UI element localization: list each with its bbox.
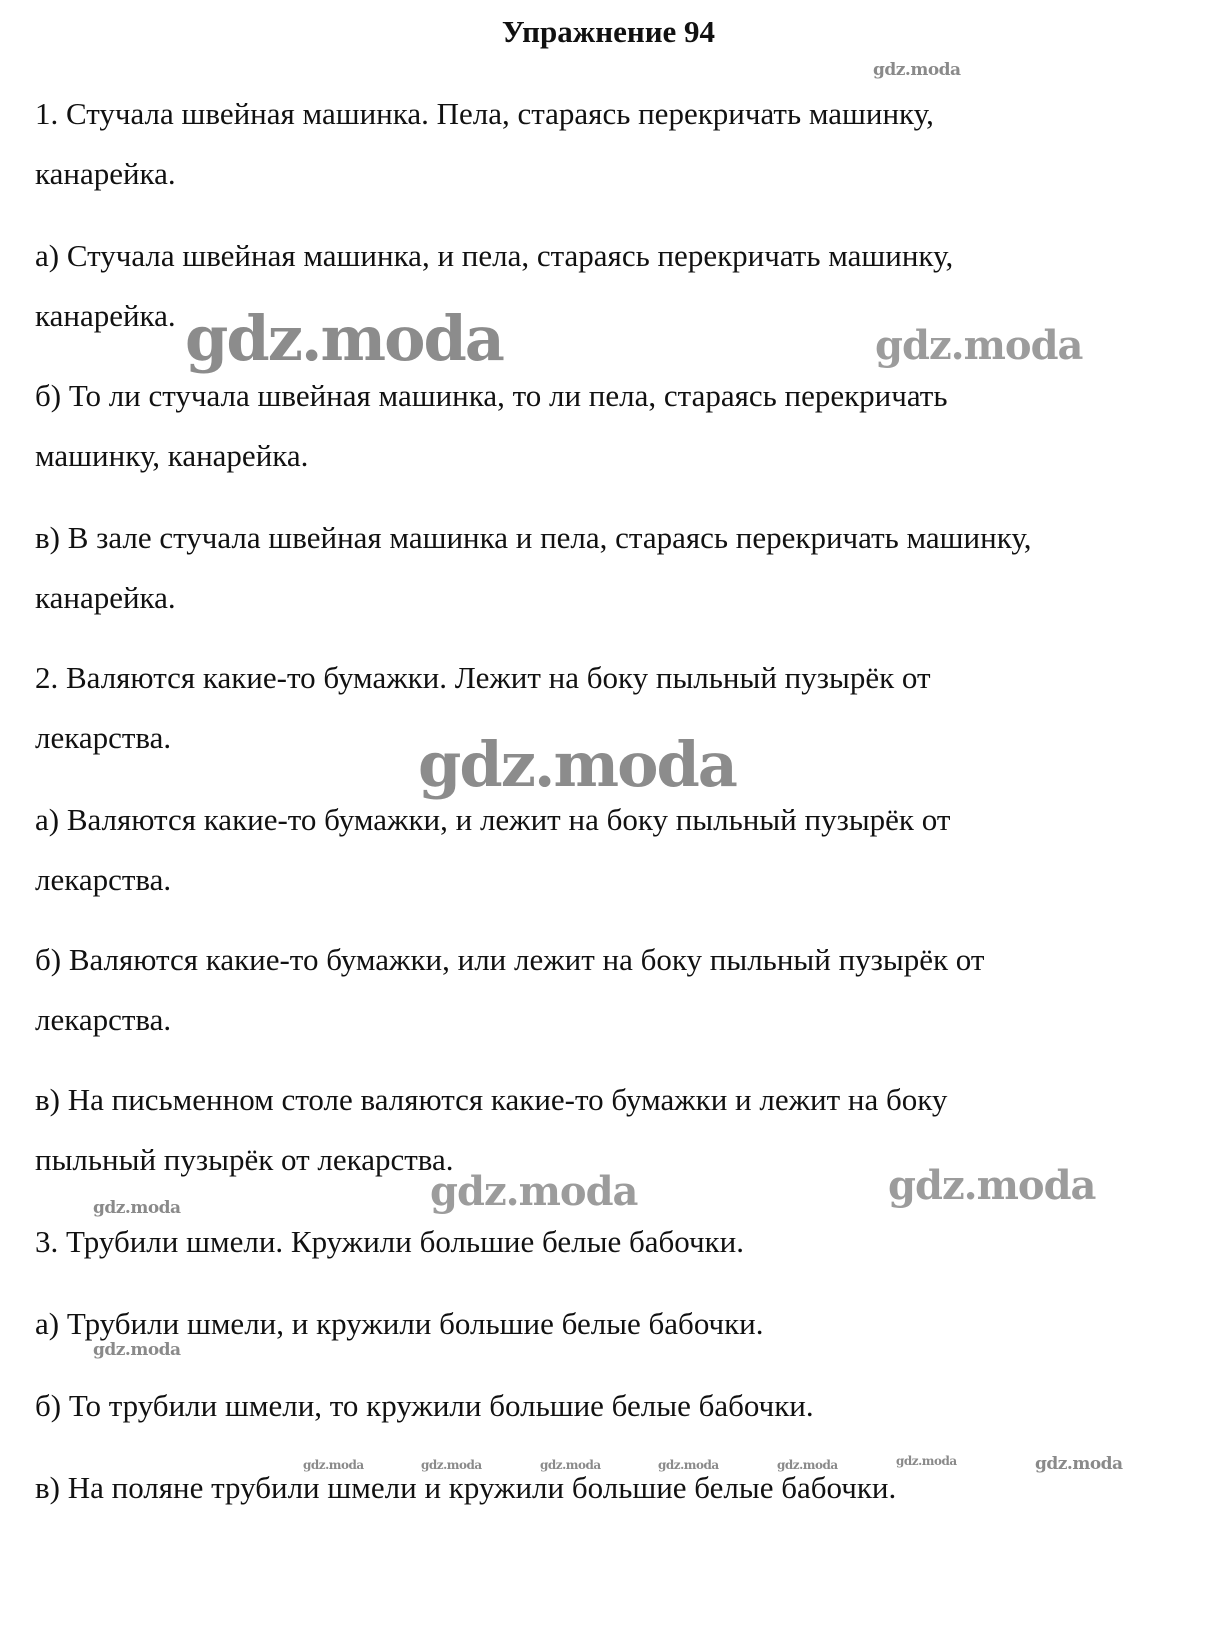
text-line: 1. Стучала швейная машинка. Пела, стараясь перекричать машинку, bbox=[35, 96, 934, 131]
text-line: канарейка. bbox=[35, 580, 176, 615]
watermark: gdz.moda bbox=[93, 1198, 181, 1218]
text-line: в) На письменном столе валяются какие-то бумажки и лежит на боку bbox=[35, 1082, 948, 1117]
text-line: канарейка. bbox=[35, 156, 176, 191]
text-line: в) В зале стучала швейная машинка и пела, стараясь перекричать машинку, bbox=[35, 520, 1032, 555]
watermark: gdz.moda bbox=[540, 1458, 601, 1472]
watermark: gdz.moda bbox=[418, 728, 736, 801]
exercise-title: Упражнение 94 bbox=[501, 14, 716, 49]
text-line: лекарства. bbox=[35, 862, 172, 897]
text-line: б) Валяются какие-то бумажки, или лежит на боку пыльный пузырёк от bbox=[35, 942, 985, 977]
watermark: gdz.moda bbox=[777, 1458, 838, 1472]
watermark: gdz.moda bbox=[658, 1458, 719, 1472]
text-line: пыльный пузырёк от лекарства. bbox=[35, 1142, 454, 1177]
text-line: б) То трубили шмели, то кружили большие белые бабочки. bbox=[35, 1388, 814, 1423]
text-line: а) Стучала швейная машинка, и пела, стараясь перекричать машинку, bbox=[35, 238, 954, 273]
text-line: а) Валяются какие-то бумажки, и лежит на боку пыльный пузырёк от bbox=[35, 802, 951, 837]
watermark: gdz.moda bbox=[875, 322, 1083, 369]
watermark: gdz.moda bbox=[430, 1168, 638, 1215]
watermark: gdz.moda bbox=[888, 1162, 1096, 1209]
watermark: gdz.moda bbox=[873, 60, 961, 80]
text-line: в) На поляне трубили шмели и кружили большие белые бабочки. bbox=[35, 1470, 897, 1505]
text-line: б) То ли стучала швейная машинка, то ли пела, стараясь перекричать bbox=[35, 378, 948, 413]
text-line: лекарства. bbox=[35, 720, 172, 755]
watermark: gdz.moda bbox=[185, 302, 503, 375]
text-line: машинку, канарейка. bbox=[35, 438, 309, 473]
text-line: 3. Трубили шмели. Кружили большие белые бабочки. bbox=[35, 1224, 744, 1259]
text-line: лекарства. bbox=[35, 1002, 172, 1037]
watermark: gdz.moda bbox=[1035, 1454, 1123, 1474]
watermark: gdz.moda bbox=[421, 1458, 482, 1472]
text-line: канарейка. bbox=[35, 298, 176, 333]
watermark: gdz.moda bbox=[896, 1454, 957, 1468]
watermark: gdz.moda bbox=[303, 1458, 364, 1472]
watermark: gdz.moda bbox=[93, 1340, 181, 1360]
text-line: 2. Валяются какие-то бумажки. Лежит на боку пыльный пузырёк от bbox=[35, 660, 931, 695]
text-line: а) Трубили шмели, и кружили большие белые бабочки. bbox=[35, 1306, 764, 1341]
